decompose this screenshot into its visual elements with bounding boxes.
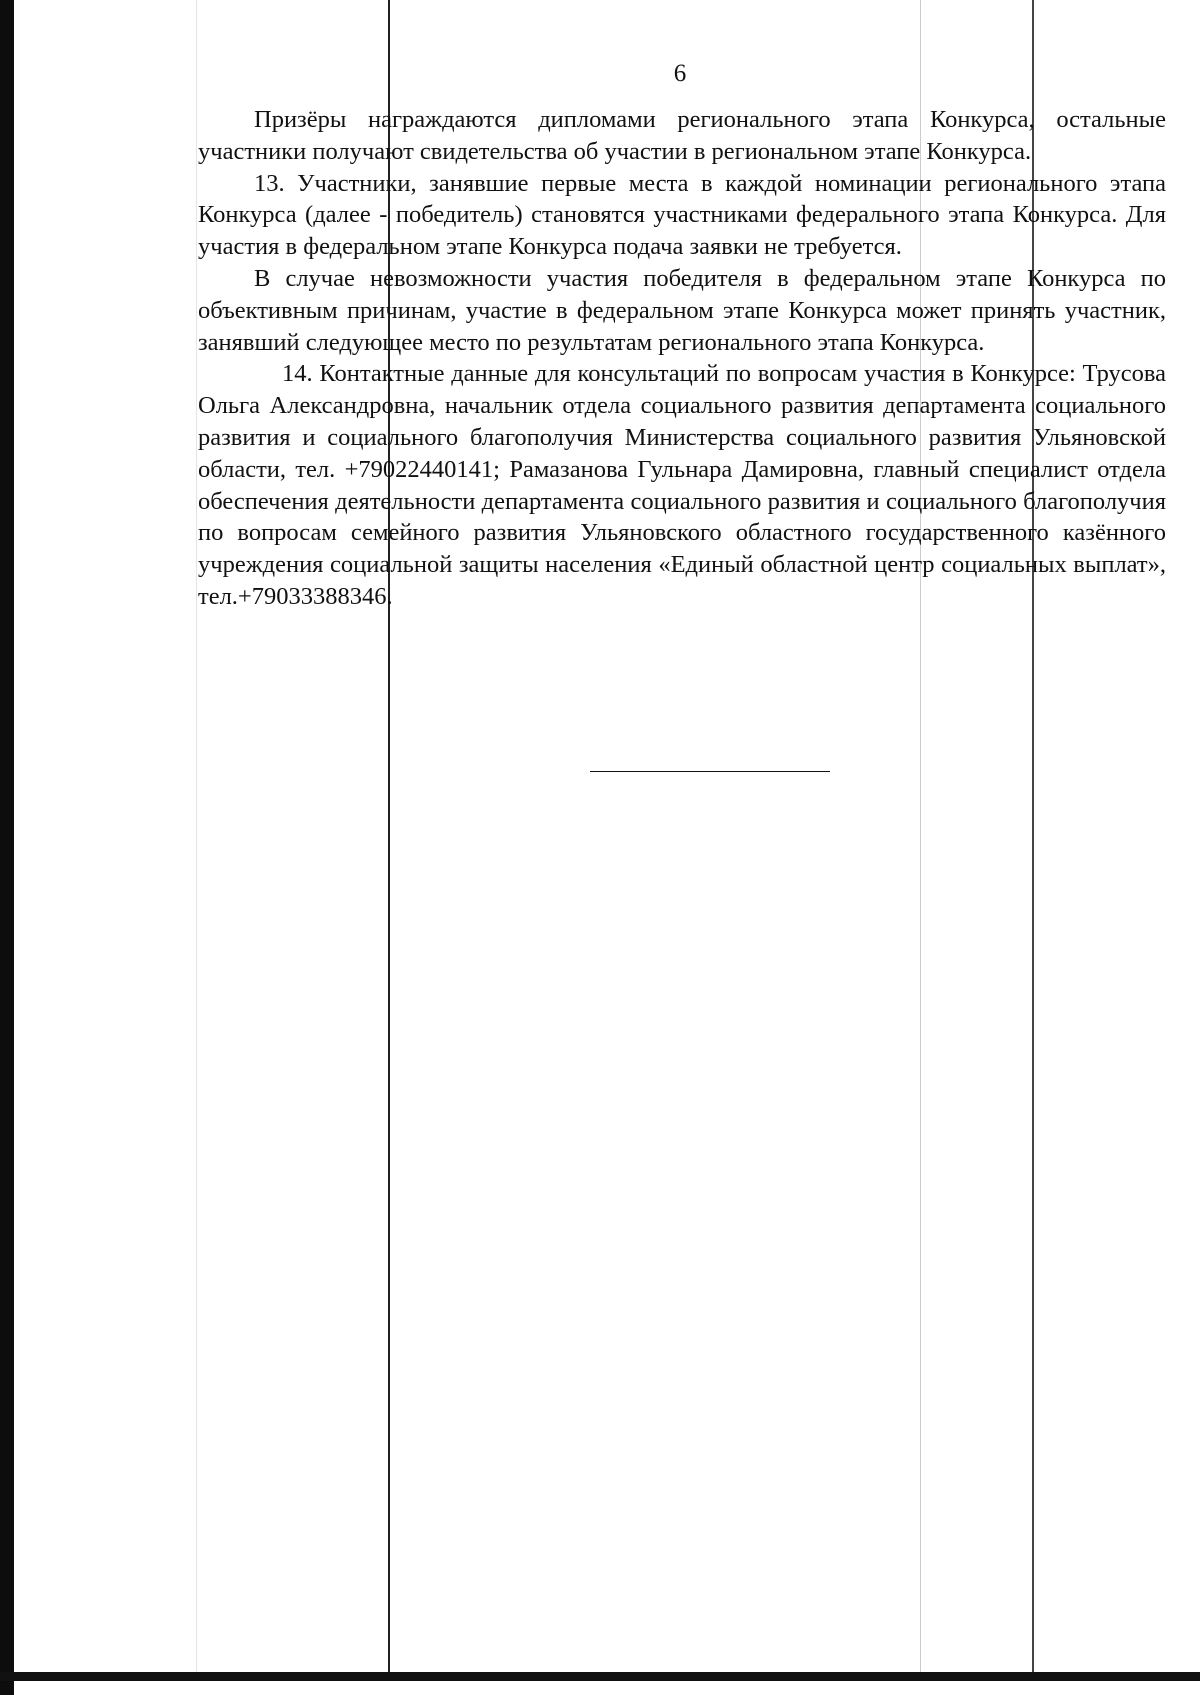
- scan-line: [196, 0, 197, 1680]
- scan-edge-left: [0, 0, 14, 1695]
- end-of-text-rule: [590, 771, 830, 772]
- page-number: 6: [673, 60, 687, 87]
- scan-edge-bottom: [0, 1672, 1200, 1681]
- paragraph-prizewinners: Призёры награждаются дипломами регионального этапа Конкурса, остальные участники получают свидетельства об участии в региональном этапе Конкурса.: [198, 106, 1166, 165]
- paragraph-13-winners: 13. Участники, занявшие первые места в каждой номинации регионального этапа Конкурса (далее - победитель) становятся участниками федерального этапа Конкурса. Для участия в федеральном этапе Конкурса подача заявки не требуется.: [198, 169, 1166, 261]
- paragraph-replacement: В случае невозможности участия победителя в федеральном этапе Конкурса по объективным причинам, участие в федеральном этапе Конкурса может принять участник, занявший следующее место по результатам регионального этапа Конкурса.: [198, 264, 1166, 356]
- document-body: [198, 104, 1166, 613]
- paragraph-14-contacts: 14. Контактные данные для консультаций по вопросам участия в Конкурсе: Трусова Ольга Александровна, начальник отдела социального развития департамента социального развития и социального благополучия Министерства социального развития Ульяновской области, тел. +79022440141; Рамазанова Гульнара Дамировна, главный специалист отдела обеспечения деятельности департамента социального развития и социального благополучия по вопросам семейного развития Ульяновского областного государственного казённого учреждения социальной защиты населения «Единый областной центр социальных выплат», тел.+79033388346.: [198, 360, 1166, 610]
